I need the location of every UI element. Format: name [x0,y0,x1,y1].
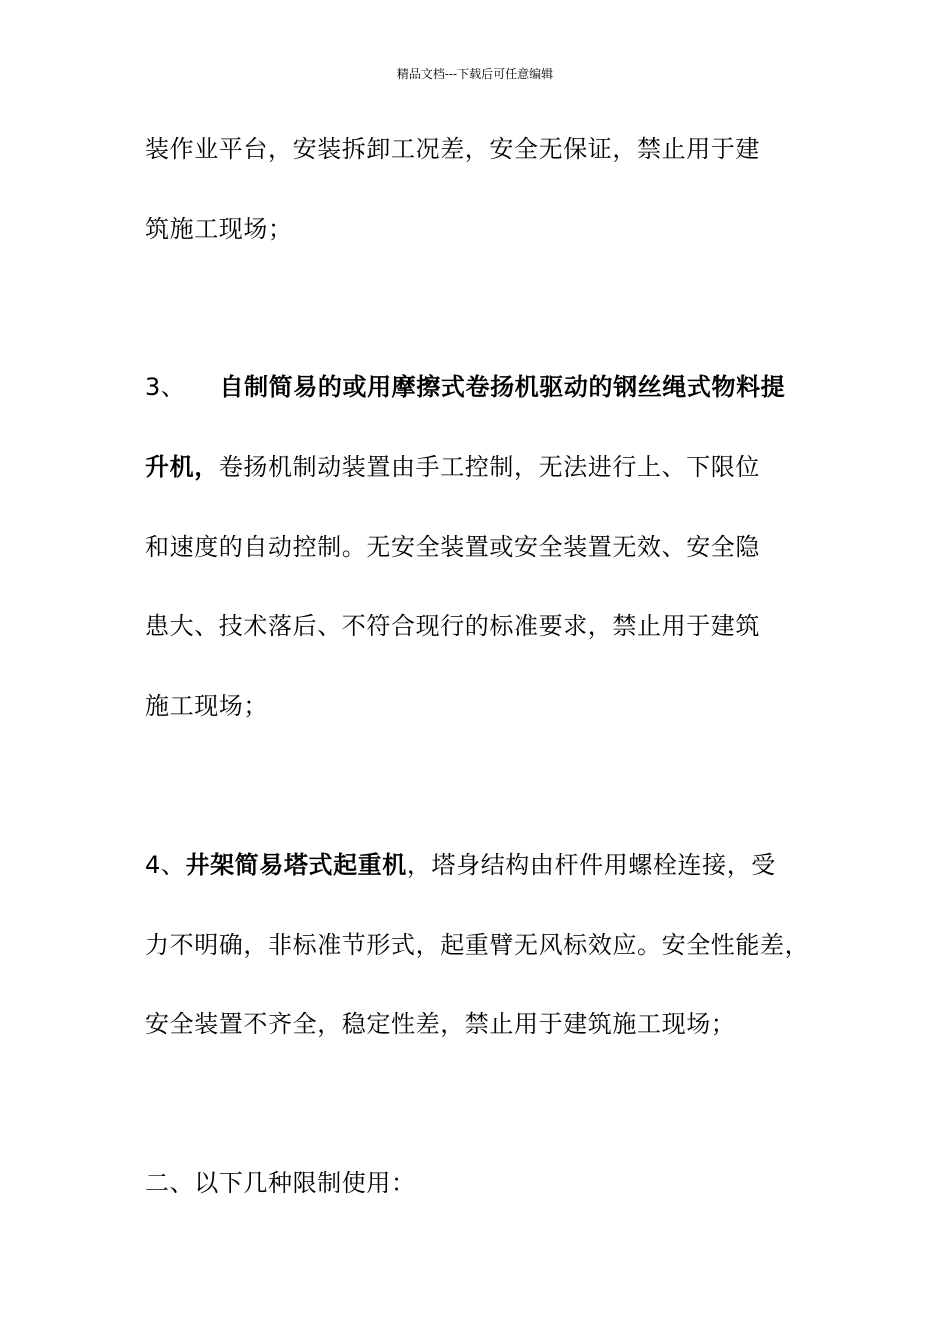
paragraph-line-2: 筑施工现场； [145,215,293,243]
item-4-line-2: 力不明确，非标准节形式，起重臂无风标效应。安全性能差， [145,931,810,959]
item-3-title-end: 升机， [145,453,219,481]
item-3-line-5: 施工现场； [145,692,268,720]
item-4-number: 4、 [145,851,186,879]
item-4-line-1 [145,849,825,881]
section-2-heading: 二、以下几种限制使用： [145,1169,416,1197]
page-header: 精品文档---下载后可任意编辑 [396,67,554,81]
item-3-line-2 [145,451,825,483]
item-3-title: 自制简易的或用摩擦式卷扬机驱动的钢丝绳式物料提 [219,373,786,401]
paragraph-line-1: 装作业平台，安装拆卸工况差，安全无保证，禁止用于建 [145,135,760,163]
item-3-line-3: 和速度的自动控制。无安全装置或安全装置无效、安全隐 [145,533,760,561]
item-3-line-1 [145,371,825,403]
item-3-line-4: 患大、技术落后、不符合现行的标准要求，禁止用于建筑 [145,612,760,640]
item-4-line-3: 安全装置不齐全，稳定性差，禁止用于建筑施工现场； [145,1010,736,1038]
item-3-text: 卷扬机制动装置由手工控制，无法进行上、下限位 [218,453,761,481]
item-3-number: 3、 [145,373,186,401]
item-4-title: 井架简易塔式起重机 [185,851,407,879]
item-4-text: ，塔身结构由杆件用螺栓连接，受 [406,851,776,879]
